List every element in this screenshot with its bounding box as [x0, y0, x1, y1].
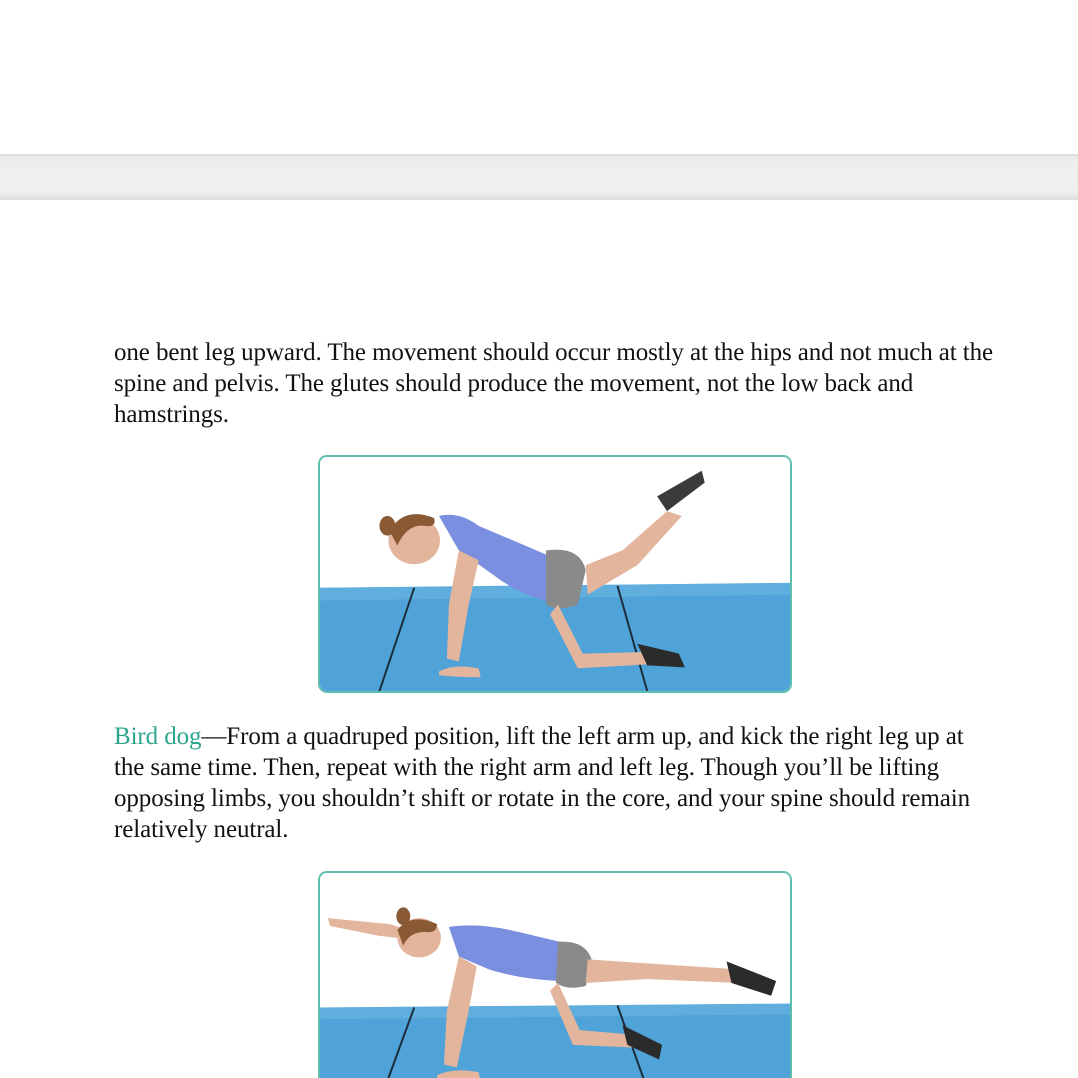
exercise-term: Bird dog	[114, 723, 202, 750]
paragraph-text: one bent leg upward. The movement should occur mostly at the hips and not much at the spine and pelvis. The glutes should produce the movement, not the low back and hamstrings.	[114, 339, 994, 428]
donkey-kick-photo	[318, 455, 792, 693]
donkey-kick-illustration	[320, 457, 790, 691]
bird-dog-illustration	[320, 873, 790, 1078]
exercise-description: —From a quadruped position, lift the left arm up, and kick the right leg up at the same time. Then, repeat with the right arm and left leg. Though you’ll be lifting opposing limbs, you shouldn’t shift or rotate in the core, and your spine should remain relatively neutral.	[114, 723, 970, 843]
page-break-bar	[0, 154, 1078, 200]
bird-dog-photo	[318, 871, 792, 1078]
bird-dog-paragraph	[114, 721, 994, 845]
